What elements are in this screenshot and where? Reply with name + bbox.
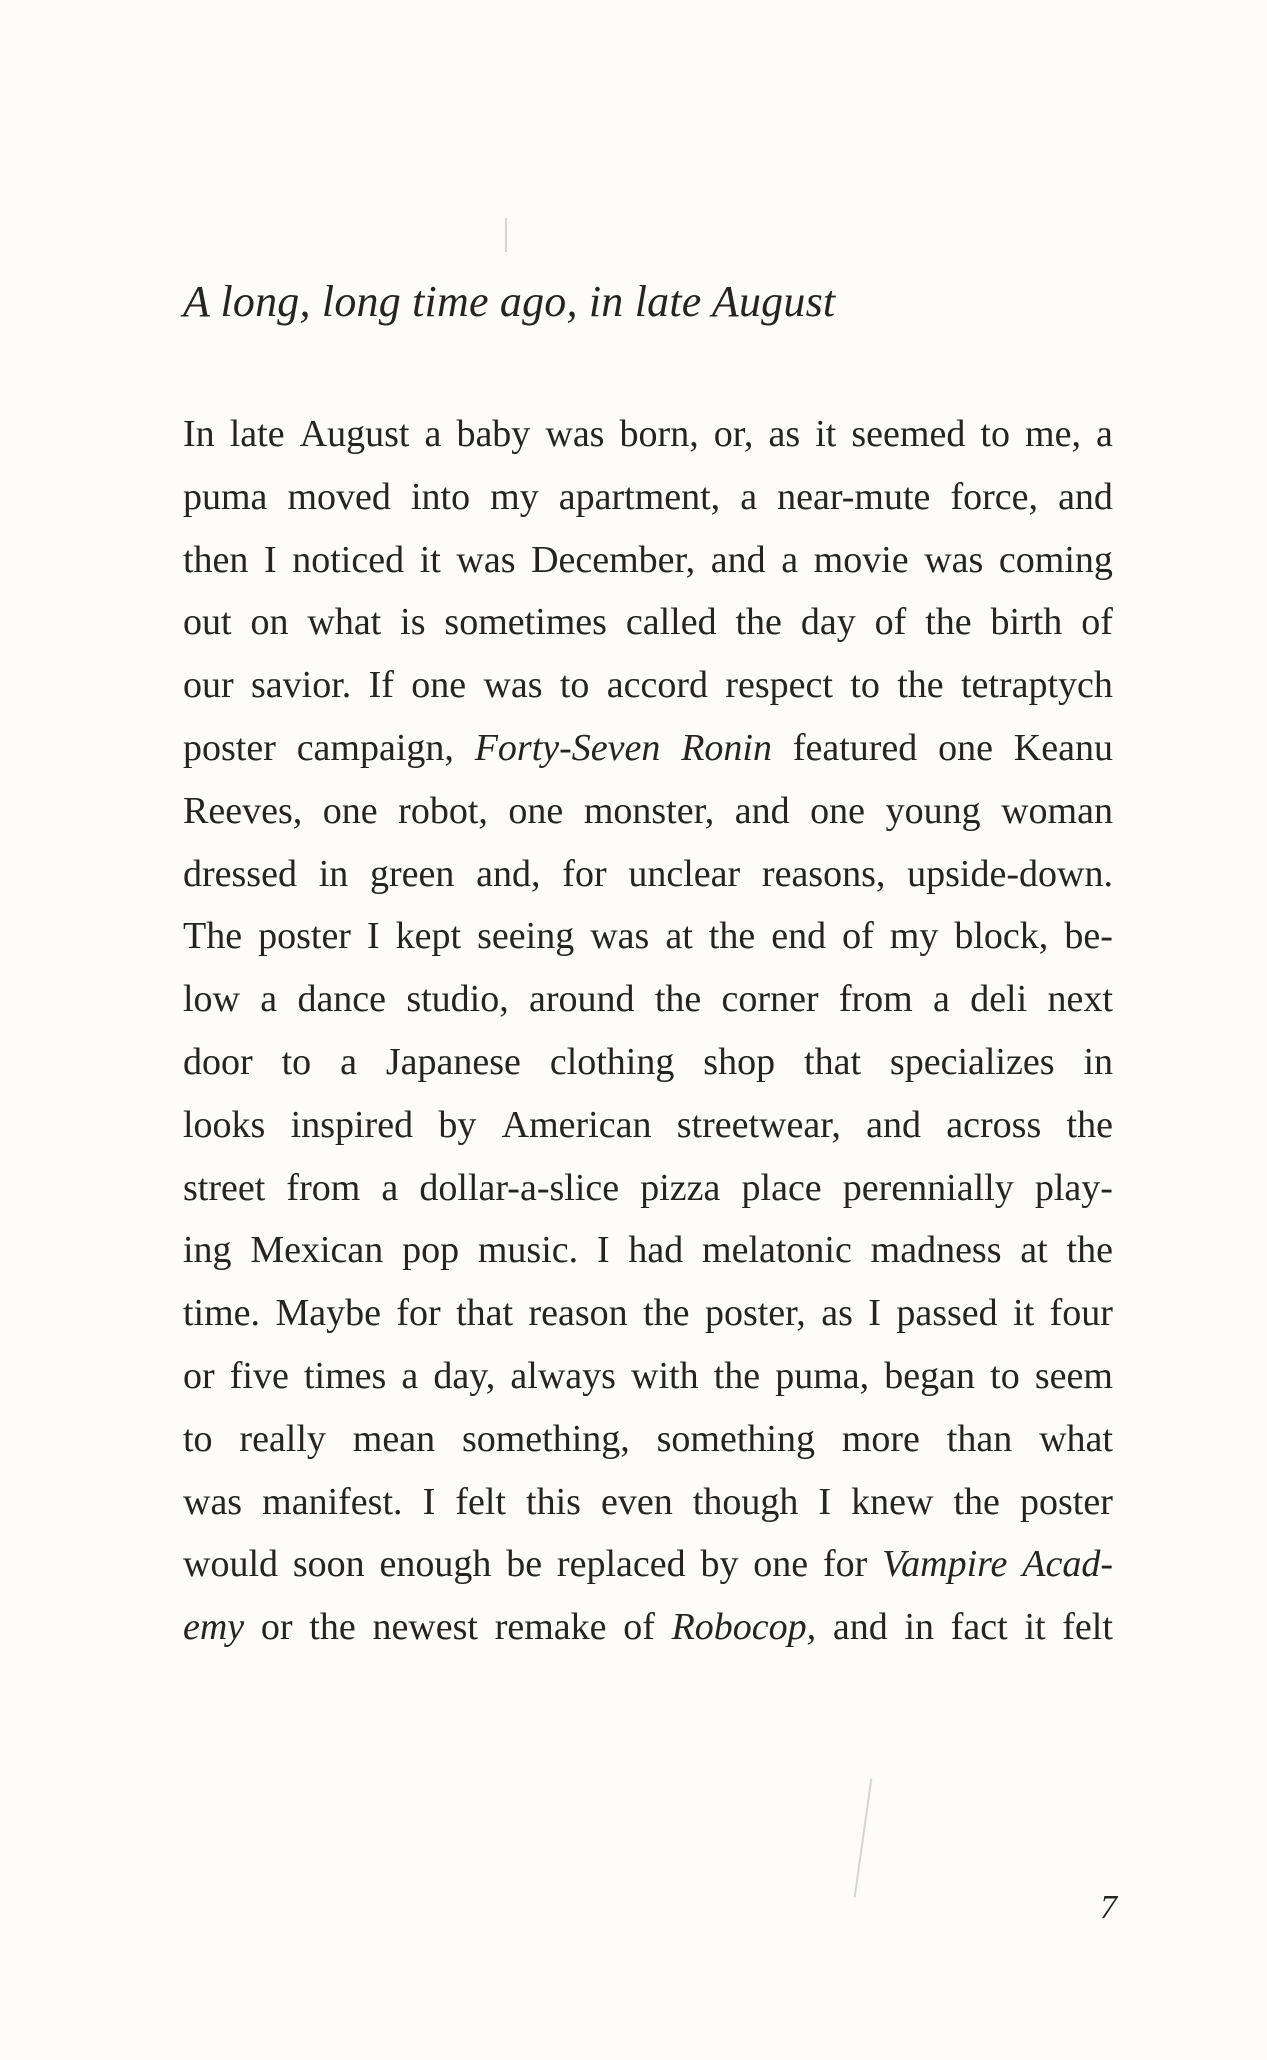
word: and, — [476, 852, 541, 895]
word: puma, — [775, 1354, 870, 1397]
word: dressed — [183, 852, 297, 895]
page-number: 7 — [1100, 1889, 1117, 1926]
word: was — [924, 538, 984, 581]
word: to — [990, 1354, 1020, 1397]
word: be- — [1064, 915, 1113, 958]
word: Robocop, — [671, 1606, 817, 1649]
word: the — [654, 978, 702, 1021]
word: my — [889, 915, 939, 958]
word: born, — [619, 413, 699, 455]
word: American — [501, 1103, 652, 1146]
word: sometimes — [444, 601, 607, 644]
word: one — [938, 726, 993, 769]
text-line — [183, 1533, 1113, 1596]
text-line — [183, 1282, 1113, 1345]
word: unclear — [628, 852, 741, 895]
word: savior. — [250, 664, 352, 707]
word: than — [946, 1417, 1013, 1460]
word: in — [318, 852, 349, 895]
word: ing — [183, 1229, 232, 1272]
word: my — [490, 475, 539, 518]
word: the — [897, 664, 944, 707]
word: the — [643, 1292, 690, 1335]
word: and — [734, 789, 790, 832]
word: Japanese — [385, 1040, 521, 1083]
word: and — [832, 1606, 888, 1649]
word: Forty-Seven — [474, 726, 661, 769]
word: streetwear, — [676, 1103, 841, 1146]
word: manifest. — [262, 1480, 403, 1523]
word: with — [631, 1354, 699, 1397]
text-line — [183, 1408, 1113, 1471]
word: four — [1049, 1292, 1113, 1335]
word: five — [229, 1354, 289, 1397]
word: the — [708, 915, 756, 958]
word: robot, — [398, 789, 488, 832]
word: for — [396, 1292, 441, 1335]
word: in — [904, 1606, 935, 1649]
word: place — [741, 1166, 822, 1209]
word: was — [545, 413, 605, 455]
word: Acad- — [1022, 1543, 1113, 1586]
word: woman — [1001, 789, 1113, 832]
word: it — [815, 413, 837, 455]
word: of — [1081, 601, 1113, 644]
text-line — [183, 591, 1113, 654]
word: the — [735, 601, 782, 644]
word: I — [868, 1292, 881, 1335]
word: was — [183, 1480, 243, 1523]
word: at — [1020, 1229, 1048, 1272]
word: and — [710, 538, 766, 581]
word: from — [838, 978, 913, 1021]
word: out — [183, 601, 232, 644]
word: or — [260, 1606, 293, 1649]
word: mean — [352, 1417, 436, 1460]
word: upside-down. — [907, 852, 1113, 895]
word: what — [307, 601, 382, 644]
text-line — [183, 1094, 1113, 1157]
word: Reeves, — [183, 789, 303, 832]
word: reasons, — [761, 852, 886, 895]
word: music. — [477, 1229, 579, 1272]
word: tetraptych — [960, 664, 1113, 707]
word: and — [866, 1103, 921, 1146]
word: a — [1096, 413, 1113, 455]
word: or, — [713, 413, 754, 455]
word: inspired — [290, 1103, 414, 1146]
word: Ronin — [681, 726, 772, 769]
word: to — [980, 413, 1010, 455]
word: green — [370, 852, 455, 895]
word: me, — [1025, 413, 1081, 455]
word: near-mute — [777, 475, 931, 518]
word: more — [841, 1417, 920, 1460]
word: enough — [379, 1543, 492, 1586]
word: is — [400, 601, 426, 644]
word: I — [366, 915, 380, 958]
word: something — [656, 1417, 815, 1460]
word: corner — [721, 978, 819, 1021]
word: to — [850, 664, 880, 707]
word: one — [753, 1543, 809, 1586]
text-line — [183, 843, 1113, 906]
word: as — [821, 1292, 853, 1335]
word: day — [800, 601, 856, 644]
word: the — [713, 1354, 761, 1397]
word: this — [526, 1480, 581, 1523]
word: was — [590, 915, 650, 958]
word: specializes — [889, 1040, 1055, 1083]
text-line — [183, 1596, 1113, 1659]
word: a — [740, 475, 758, 518]
word: the — [1066, 1229, 1113, 1272]
word: reason — [528, 1292, 628, 1335]
word: our — [183, 664, 234, 707]
word: time. — [183, 1292, 261, 1335]
word: deli — [970, 978, 1028, 1021]
word: Vampire — [882, 1543, 1008, 1586]
word: birth — [990, 601, 1063, 644]
word: soon — [292, 1543, 365, 1586]
word: was — [456, 538, 516, 581]
word: shop — [703, 1040, 776, 1083]
word: a — [381, 1166, 399, 1209]
word: be — [506, 1543, 543, 1586]
word: monster, — [583, 789, 715, 832]
word: had — [628, 1229, 684, 1272]
word: seem — [1034, 1354, 1113, 1397]
word: the — [925, 601, 972, 644]
word: late — [229, 413, 285, 455]
word: I — [422, 1480, 436, 1523]
word: force, — [950, 475, 1039, 518]
word: a — [260, 978, 278, 1021]
word: melatonic — [702, 1229, 852, 1272]
text-line — [183, 1219, 1113, 1282]
word: respect — [725, 664, 833, 707]
word: poster — [1020, 1480, 1113, 1523]
word: into — [410, 475, 471, 518]
word: a — [933, 978, 950, 1021]
word: emy — [183, 1606, 245, 1649]
word: one — [411, 664, 467, 707]
text-line — [183, 1471, 1113, 1534]
word: poster — [183, 726, 276, 769]
word: the — [1066, 1103, 1113, 1146]
word: looks — [183, 1103, 266, 1146]
word: that — [804, 1040, 861, 1083]
word: that — [456, 1292, 514, 1335]
word: always — [510, 1354, 616, 1397]
word: the — [309, 1606, 356, 1649]
word: I — [596, 1229, 610, 1272]
word: madness — [870, 1229, 1002, 1272]
word: it — [1013, 1292, 1035, 1335]
word: I — [818, 1480, 832, 1523]
text-line — [183, 1031, 1113, 1094]
word: even — [600, 1480, 673, 1523]
word: to — [183, 1417, 213, 1460]
word: moved — [287, 475, 391, 518]
word: of — [842, 915, 874, 958]
word: it — [419, 538, 441, 581]
word: began — [884, 1354, 976, 1397]
word: by — [700, 1543, 739, 1586]
word: and — [1058, 475, 1113, 518]
text-line — [183, 717, 1113, 780]
word: block, — [954, 915, 1049, 958]
word: dollar-a-slice — [419, 1166, 620, 1209]
word: one — [322, 789, 378, 832]
word: kept — [395, 915, 462, 958]
word: noticed — [292, 538, 405, 581]
word: fact — [950, 1606, 1008, 1649]
word: passed — [896, 1292, 998, 1335]
word: one — [810, 789, 866, 832]
text-line — [183, 466, 1113, 529]
word: from — [286, 1166, 361, 1209]
word: clothing — [549, 1040, 675, 1083]
text-line — [183, 654, 1113, 717]
word: poster, — [704, 1292, 806, 1335]
word: Mexican — [250, 1229, 384, 1272]
word: would — [183, 1543, 278, 1586]
word: a — [424, 413, 442, 455]
word: baby — [456, 413, 531, 455]
word: in — [1083, 1040, 1113, 1083]
text-line — [183, 403, 1113, 466]
word: next — [1047, 978, 1113, 1021]
word: something, — [461, 1417, 630, 1460]
word: though — [692, 1480, 799, 1523]
word: really — [239, 1417, 326, 1460]
word: movie — [813, 538, 909, 581]
word: apartment, — [558, 475, 721, 518]
word: felt — [455, 1480, 506, 1523]
word: times — [303, 1354, 387, 1397]
word: December, — [531, 538, 696, 581]
word: play- — [1034, 1166, 1113, 1209]
scan-artifact — [505, 218, 507, 252]
word: door — [183, 1040, 253, 1083]
word: poster — [258, 915, 351, 958]
word: perennially — [842, 1166, 1014, 1209]
word: a — [340, 1040, 357, 1083]
text-line — [183, 1157, 1113, 1220]
chapter-title: A long, long time ago, in late August — [183, 277, 836, 326]
word: across — [946, 1103, 1042, 1146]
word: Maybe — [275, 1292, 381, 1335]
word: around — [529, 978, 635, 1021]
text-line — [183, 1345, 1113, 1408]
word: on — [250, 601, 289, 644]
word: low — [183, 978, 240, 1021]
word: the — [953, 1480, 1000, 1523]
word: pop — [402, 1229, 460, 1272]
word: by — [438, 1103, 477, 1146]
word: newest — [372, 1606, 478, 1649]
word: I — [264, 538, 277, 581]
word: it — [1024, 1606, 1046, 1649]
word: seeing — [477, 915, 575, 958]
word: for — [562, 852, 607, 895]
word: for — [823, 1543, 868, 1586]
word: pizza — [640, 1166, 721, 1209]
word: Keanu — [1013, 726, 1113, 769]
body-paragraph — [183, 403, 1113, 1659]
word: In — [183, 413, 215, 455]
word: studio, — [406, 978, 509, 1021]
word: what — [1039, 1417, 1113, 1460]
word: street — [183, 1166, 266, 1209]
word: or — [183, 1354, 215, 1397]
text-line — [183, 968, 1113, 1031]
word: seemed — [851, 413, 966, 455]
word: then — [183, 538, 249, 581]
word: felt — [1062, 1606, 1113, 1649]
word: as — [768, 413, 801, 455]
word: day, — [433, 1354, 496, 1397]
word: replaced — [556, 1543, 686, 1586]
word: puma — [183, 475, 268, 518]
word: was — [483, 664, 543, 707]
word: a — [401, 1354, 419, 1397]
word: dance — [297, 978, 387, 1021]
word: accord — [606, 664, 709, 707]
word: If — [368, 664, 394, 707]
word: featured — [792, 726, 918, 769]
word: August — [299, 413, 410, 455]
text-line — [183, 780, 1113, 843]
word: young — [885, 789, 981, 832]
word: coming — [998, 538, 1113, 581]
word: of — [874, 601, 907, 644]
word: knew — [851, 1480, 934, 1523]
text-line — [183, 529, 1113, 592]
word: to — [281, 1040, 312, 1083]
word: at — [665, 915, 693, 958]
word: end — [771, 915, 827, 958]
word: campaign, — [296, 726, 454, 769]
word: of — [623, 1606, 655, 1649]
word: The — [183, 915, 243, 958]
scan-artifact — [854, 1778, 873, 1897]
word: one — [508, 789, 564, 832]
word: to — [559, 664, 590, 707]
word: a — [781, 538, 799, 581]
word: called — [625, 601, 717, 644]
word: remake — [494, 1606, 607, 1649]
text-line — [183, 905, 1113, 968]
